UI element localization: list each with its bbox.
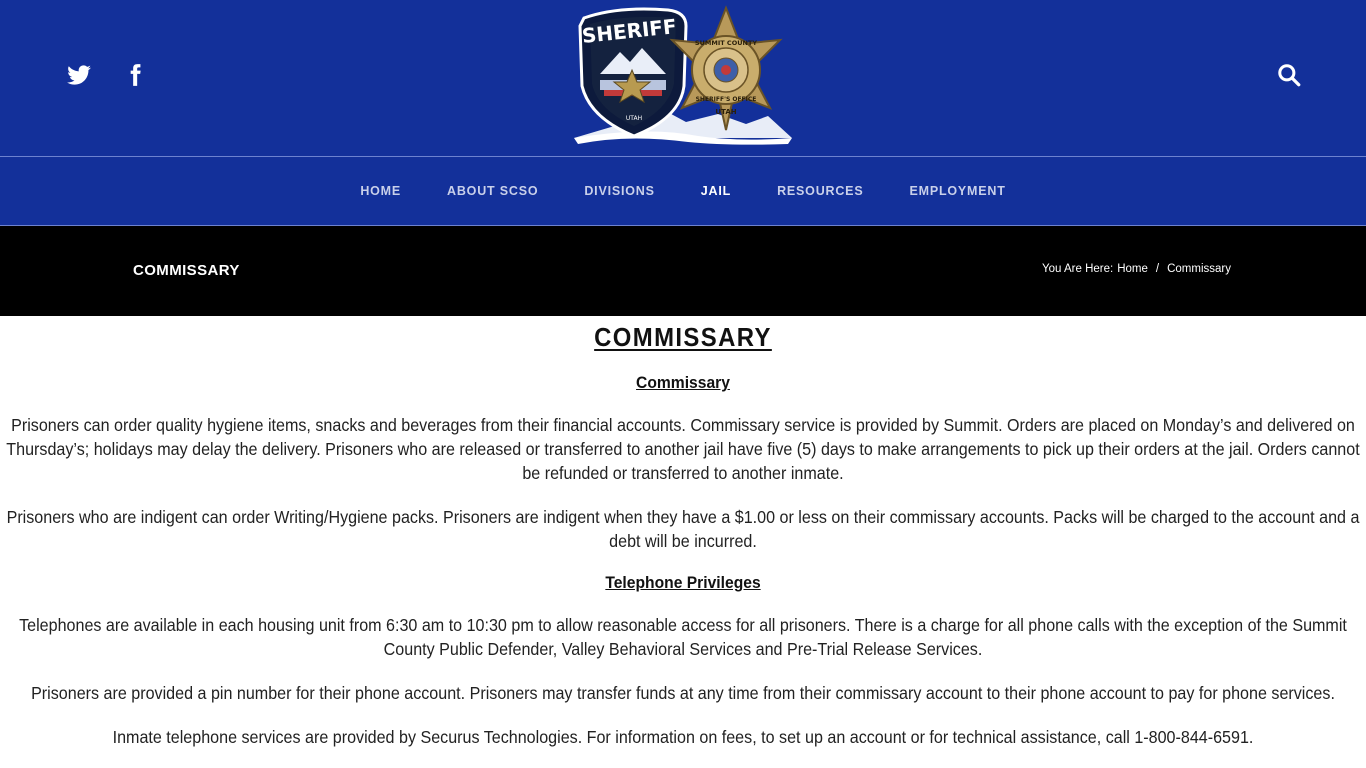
sheriff-logo[interactable]: [568, 4, 798, 150]
nav-item-resources[interactable]: RESOURCES: [777, 184, 864, 198]
nav-item-jail[interactable]: JAIL: [700, 184, 732, 198]
site-header: [0, 0, 1366, 156]
section-heading-telephone: Telephone Privileges: [605, 573, 761, 592]
section-heading-commissary: Commissary: [636, 373, 730, 392]
paragraph-pin-number: Prisoners are provided a pin number for their phone account. Prisoners may transfer funds at any time from their commissary account to their phone account to pay for phone services.: [31, 683, 1335, 703]
nav-item-divisions[interactable]: DIVISIONS: [584, 184, 655, 198]
breadcrumb: [1042, 263, 1231, 275]
paragraph-securus: Inmate telephone services are provided by Securus Technologies. For information on fees, to set up an account or for technical assistance, call 1-800-844-6591.: [112, 727, 1254, 747]
breadcrumb-prefix: You Are Here:: [1042, 263, 1114, 275]
logo-state-text: UTAH: [715, 108, 737, 116]
page-title-bar: [0, 226, 1366, 316]
social-links: [66, 62, 148, 88]
nav-item-employment[interactable]: EMPLOYMENT: [909, 184, 1006, 198]
breadcrumb-home-link[interactable]: Home: [1117, 263, 1148, 275]
nav-item-about-scso[interactable]: ABOUT SCSO: [447, 184, 539, 198]
paragraph-telephone-hours: Telephones are available in each housing unit from 6:30 am to 10:30 pm to allow reasonable access for all prisoners. There is a charge for all phone calls with the exception of the Summit County Public Defender, Valley Behavioral Services and Pre-Trial Release Services.: [19, 615, 1347, 659]
paragraph-indigent-packs: Prisoners who are indigent can order Writing/Hygiene packs. Prisoners are indigent when they have a $1.00 or less on their commissary accounts. Packs will be charged to the account and a debt will be incurred.: [6, 507, 1360, 551]
page-title: COMMISSARY: [133, 262, 240, 279]
logo-sheriffs-office-text: SHERIFF'S OFFICE: [695, 96, 757, 103]
logo-summit-county-text: SUMMIT COUNTY: [694, 39, 758, 47]
breadcrumb-current: Commissary: [1167, 263, 1231, 275]
search-icon[interactable]: [1276, 62, 1302, 88]
main-content: [0, 316, 1366, 749]
nav-item-home[interactable]: HOME: [360, 184, 402, 198]
content-heading: COMMISSARY: [594, 322, 772, 352]
breadcrumb-separator: /: [1155, 263, 1160, 275]
facebook-icon[interactable]: [122, 62, 148, 88]
paragraph-commissary-ordering: Prisoners can order quality hygiene items, snacks and beverages from their financial accounts. Commissary service is provided by Summit. Orders are placed on Monday’s and delivered on Thursday’s; holidays may delay the delivery. Prisoners who are released or transferred to another jail have five (5) days to make arrangements to pick up their orders at the jail. Orders cannot be refunded or transferred to another inmate.: [6, 415, 1360, 483]
logo-sheriff-text: SHERIFF: [580, 14, 678, 48]
twitter-icon[interactable]: [66, 62, 92, 88]
logo-utah-text: UTAH: [625, 115, 643, 122]
main-nav: [0, 157, 1366, 225]
